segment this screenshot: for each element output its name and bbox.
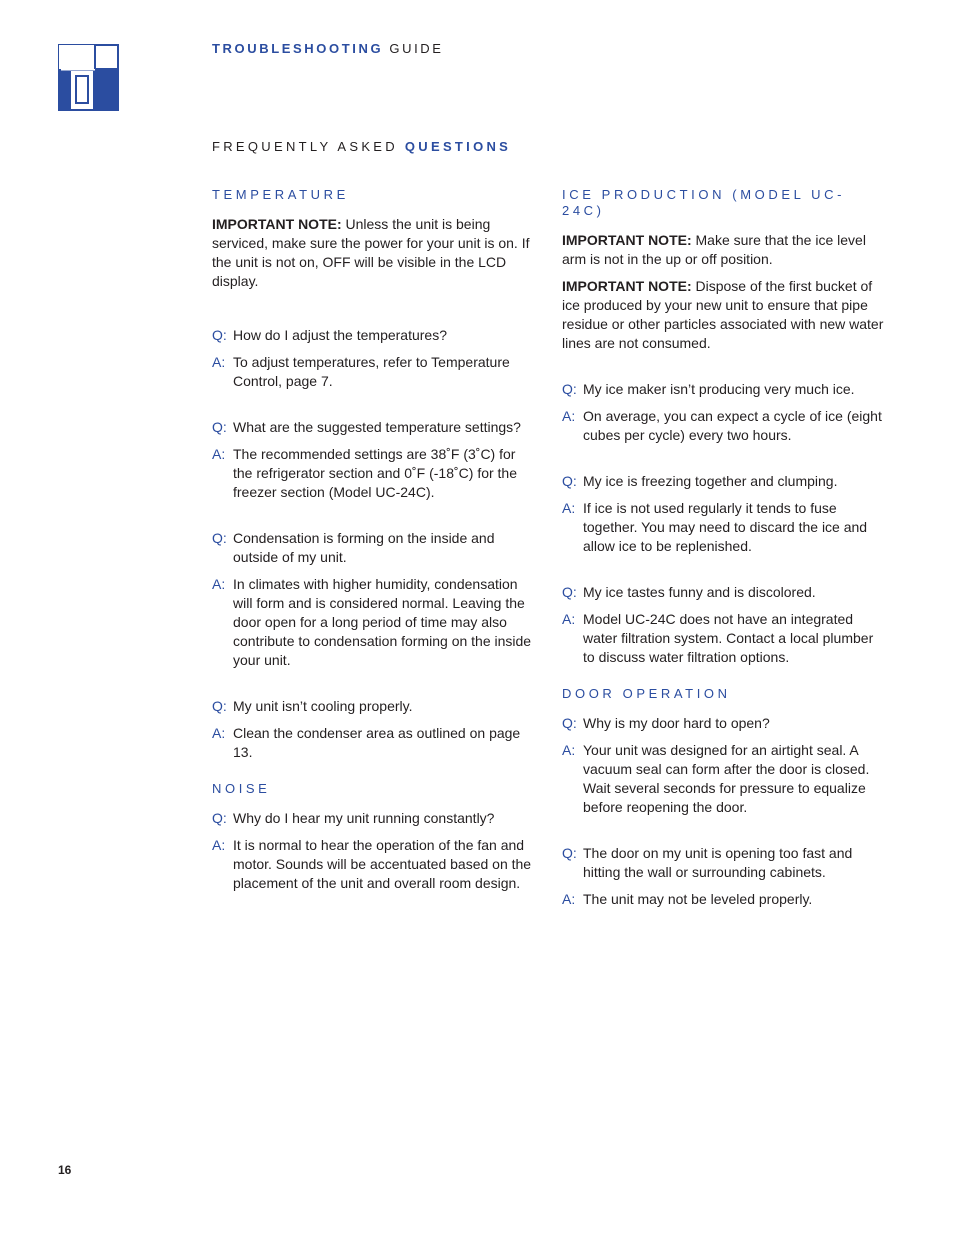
note-label: IMPORTANT NOTE: [212,216,342,232]
a-label: A: [562,611,576,627]
header-bold: TROUBLESHOOTING [212,41,384,56]
question-text: My ice is freezing together and clumping. [583,473,838,489]
q-label: Q: [562,584,577,600]
answer-text: Clean the condenser area as outlined on page 13. [233,725,521,760]
question-text: What are the suggested temperature settings? [233,419,521,435]
q-label: Q: [212,419,227,435]
answer [212,353,532,391]
important-note [562,277,887,353]
question-text: My unit isn’t cooling properly. [233,698,413,714]
answer [562,610,887,667]
important-note [212,215,532,291]
a-label: A: [212,446,226,462]
note-label: IMPORTANT NOTE: [562,232,692,248]
answer-text: In climates with higher humidity, condensation will form and is considered normal. Leaving the door open for a long period of time may also contribute to condensation forming on the inside your unit. [233,576,532,668]
q-label: Q: [212,327,227,343]
brand-logo-icon [58,44,119,111]
q-label: Q: [212,810,227,826]
question-text: Why do I hear my unit running constantly? [233,810,495,826]
a-label: A: [562,408,576,424]
question-text: Condensation is forming on the inside and outside of my unit. [233,530,495,565]
answer [212,575,532,670]
question [212,809,532,828]
answer-text: If ice is not used regularly it tends to fuse together. You may need to discard the ice and allow ice to be replenished. [583,500,868,554]
question [212,697,532,716]
question [562,844,887,882]
question-text: How do I adjust the temperatures? [233,327,448,343]
section-title-door-operation: DOOR OPERATION [562,686,731,701]
answer-text: It is normal to hear the operation of the fan and motor. Sounds will be accentuated based on the placement of the unit and overall room design. [233,837,532,891]
answer-text: On average, you can expect a cycle of ice (eight cubes per cycle) every two hours. [583,408,882,443]
answer [212,724,532,762]
question [212,326,532,345]
question [562,714,887,733]
question-text: The door on my unit is opening too fast and hitting the wall or surrounding cabinets. [583,845,853,880]
a-label: A: [212,725,226,741]
section-title-ice-production: ICE PRODUCTION (MODEL UC-24C) [562,187,846,218]
answer [562,741,887,817]
a-label: A: [562,891,576,907]
answer-text: Your unit was designed for an airtight seal. A vacuum seal can form after the door is closed. Wait several seconds for pressure to equalize before reopening the door. [583,742,870,815]
faq-heading-light: FREQUENTLY ASKED [212,139,398,154]
note-text: Unless the unit is being serviced, make sure the power for your unit is on. If the unit is not on, OFF will be visible in the LCD display. [212,216,530,289]
a-label: A: [212,576,226,592]
answer [562,499,887,556]
important-note [562,231,887,269]
a-label: A: [212,837,226,853]
note-label: IMPORTANT NOTE: [562,278,692,294]
question-text: My ice tastes funny and is discolored. [583,584,816,600]
answer-text: To adjust temperatures, refer to Temperature Control, page 7. [233,354,510,389]
section-title-noise: NOISE [212,781,271,796]
question [212,418,532,437]
note-text: Dispose of the first bucket of ice produced by your new unit to ensure that pipe residue or other particles associated with new water lines are not consumed. [562,278,884,351]
page-number: 16 [58,1163,72,1177]
answer [562,407,887,445]
section-title-temperature: TEMPERATURE [212,187,349,202]
answer [212,836,532,893]
question [562,380,887,399]
q-label: Q: [562,715,577,731]
right-column [562,187,887,917]
answer-text: The recommended settings are 38˚F (3˚C) for the refrigerator section and 0˚F (-18˚C) for the freezer section (Model UC-24C). [233,446,518,500]
faq-heading [212,139,511,154]
left-column [212,187,532,901]
a-label: A: [562,742,576,758]
answer [212,445,532,502]
answer-text: The unit may not be leveled properly. [583,891,813,907]
faq-heading-bold: QUESTIONS [404,139,512,154]
header-light: GUIDE [389,41,444,56]
q-label: Q: [562,381,577,397]
a-label: A: [212,354,226,370]
question [562,583,887,602]
question [562,472,887,491]
a-label: A: [562,500,576,516]
answer-text: Model UC-24C does not have an integrated water filtration system. Contact a local plumber to discuss water filtration options. [583,611,874,665]
page-header [212,41,444,56]
question-text: My ice maker isn’t producing very much ice. [583,381,855,397]
q-label: Q: [562,473,577,489]
answer [562,890,887,909]
q-label: Q: [212,698,227,714]
question-text: Why is my door hard to open? [583,715,770,731]
q-label: Q: [562,845,577,861]
note-text: Make sure that the ice level arm is not in the up or off position. [562,232,866,267]
q-label: Q: [212,530,227,546]
question [212,529,532,567]
